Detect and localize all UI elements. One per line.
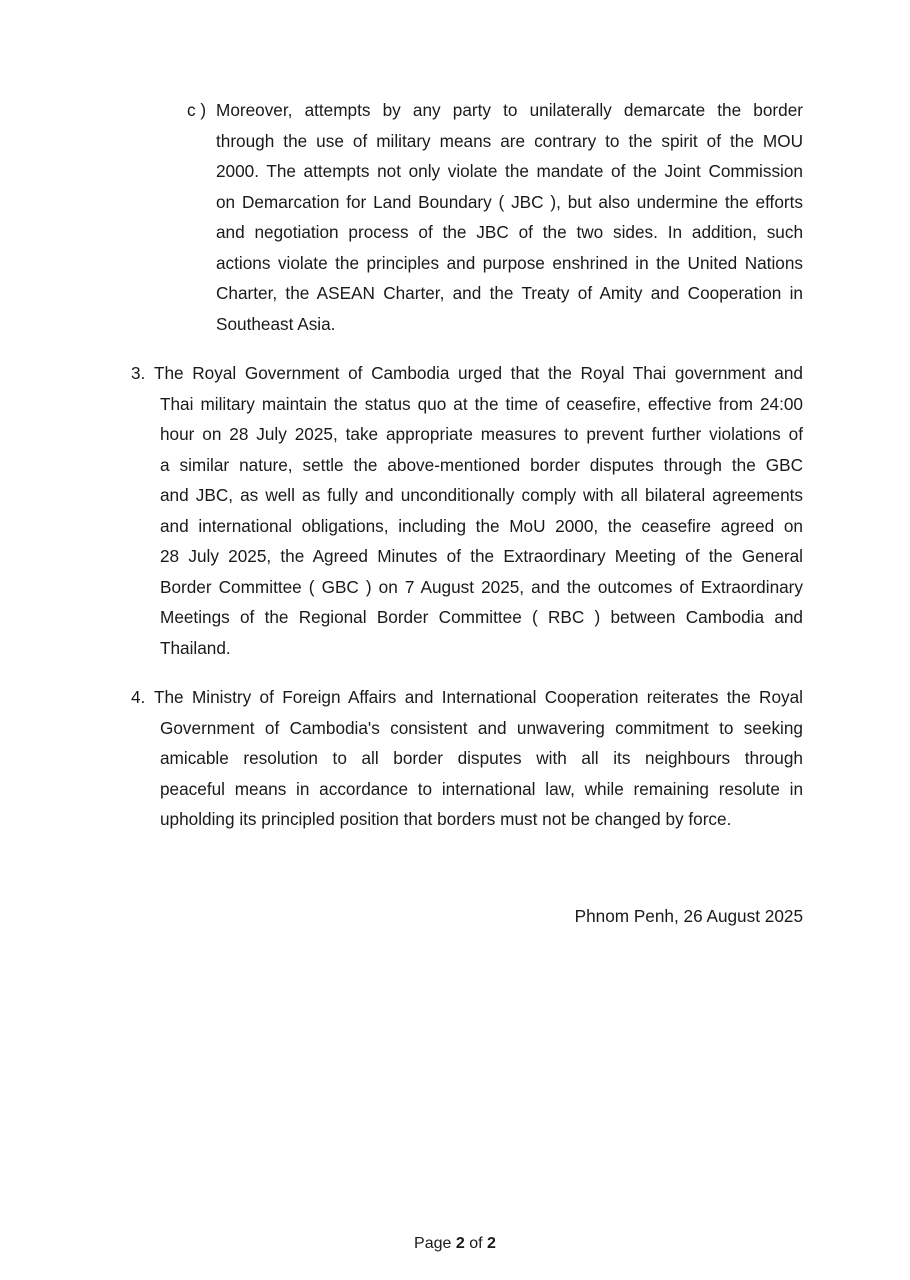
item-3-line: and JBC, as well as fully and unconditionally comply with all bilateral agreements [160,485,803,505]
item-4-line: The Ministry of Foreign Affairs and International Cooperation reiterates the Royal [154,687,803,707]
footer-current-page: 2 [455,1235,465,1252]
place-date-signature: Phnom Penh, 26 August 2025 [574,906,803,926]
item-c-line: 2000. The attempts not only violate the mandate of the Joint Commission [216,161,803,181]
item-c-line: Southeast Asia. [216,314,336,334]
page-footer [0,1234,910,1254]
item-c-line: and negotiation process of the JBC of the two sides. In addition, such [216,222,803,242]
item-c-line: actions violate the principles and purpose enshrined in the United Nations [216,253,803,273]
item-4-line: Government of Cambodia's consistent and unwavering commitment to seeking [160,718,803,738]
footer-page-label: Page [414,1235,452,1252]
item-c-line: Charter, the ASEAN Charter, and the Treaty of Amity and Cooperation in [216,283,803,303]
item-3-line: hour on 28 July 2025, take appropriate measures to prevent further violations of [160,424,803,444]
item-4-line: peaceful means in accordance to international law, while remaining resolute in [160,779,803,799]
item-3-line: The Royal Government of Cambodia urged that the Royal Thai government and [154,363,803,383]
item-c-marker: c ) [187,100,207,120]
item-3-line: Thai military maintain the status quo at the time of ceasefire, effective from 24:00 [160,394,803,414]
item-3-line: a similar nature, settle the above-mentioned border disputes through the GBC [160,455,803,475]
item-3-line: and international obligations, including the MoU 2000, the ceasefire agreed on [160,516,803,536]
item-4-marker: 4. [131,687,146,707]
item-4-line: upholding its principled position that borders must not be changed by force. [160,809,732,829]
item-c-line: through the use of military means are contrary to the spirit of the MOU [216,131,803,151]
footer-total-pages: 2 [487,1235,496,1252]
item-4-line: amicable resolution to all border disputes with all its neighbours through [160,748,803,768]
item-3-line: Meetings of the Regional Border Committee ( RBC ) between Cambodia and [160,607,803,627]
item-3-marker: 3. [131,363,146,383]
item-c-line: Moreover, attempts by any party to unilaterally demarcate the border [216,100,803,120]
item-3-line: Border Committee ( GBC ) on 7 August 2025, and the outcomes of Extraordinary [160,577,803,597]
item-c-line: on Demarcation for Land Boundary ( JBC ), but also undermine the efforts [216,192,803,212]
footer-of-label: of [469,1235,483,1252]
item-3-line: Thailand. [160,638,231,658]
item-3-line: 28 July 2025, the Agreed Minutes of the Extraordinary Meeting of the General [160,546,803,566]
